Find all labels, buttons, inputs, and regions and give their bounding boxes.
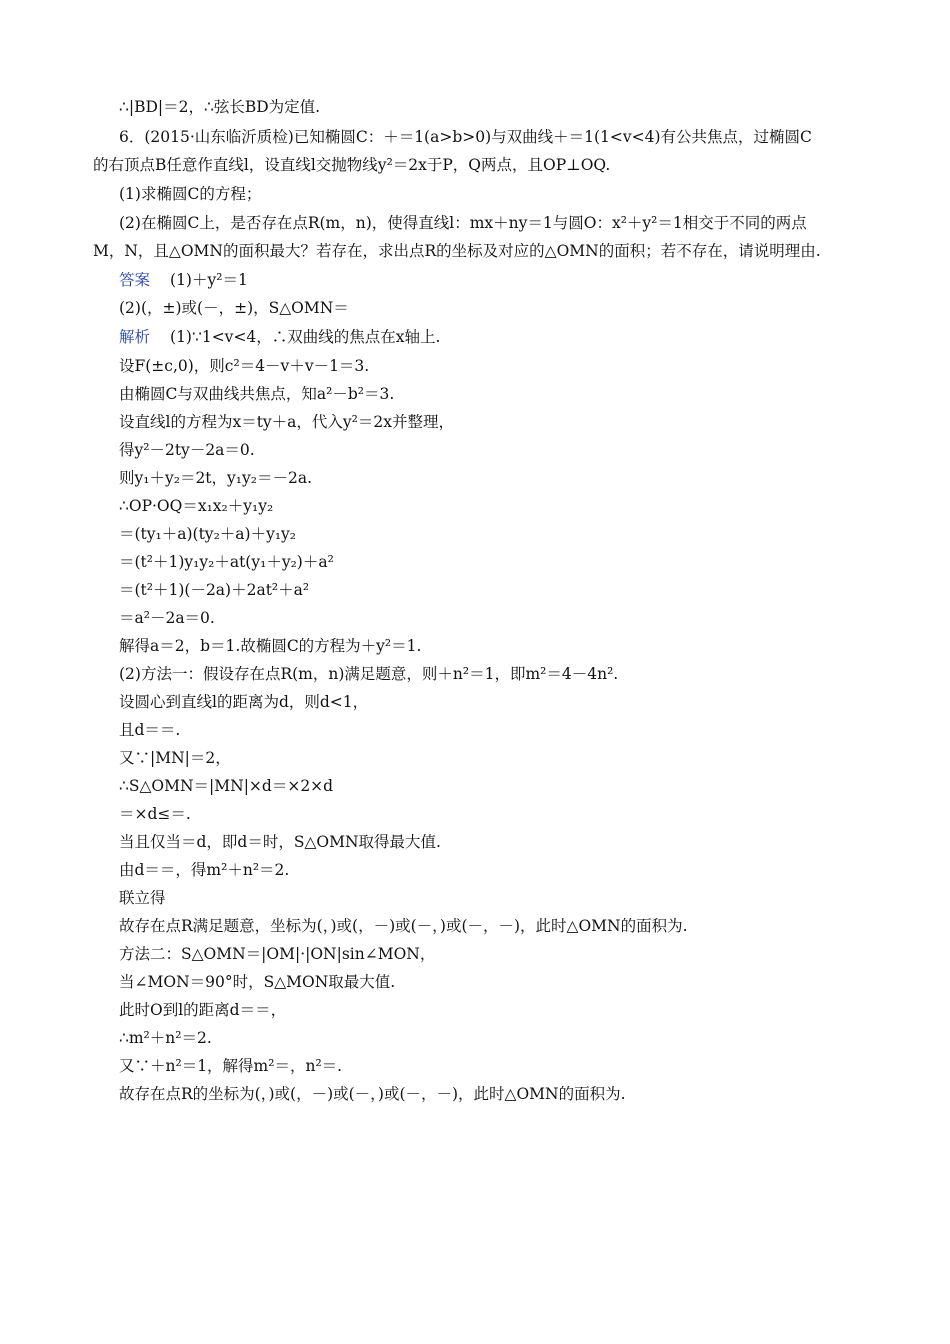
text-line: ＝×d≤＝. <box>119 805 191 823</box>
text-line: (2)方法一：假设存在点R(m，n)满足题意，则＋n²＝1，即m²＝4－4n². <box>119 665 619 683</box>
text-line: 得y²－2ty－2a＝0. <box>119 441 255 459</box>
text-line: ∴|BD|＝2，∴弦长BD为定值. <box>119 98 321 116</box>
analysis-label: 解析 <box>119 328 151 346</box>
text-line: 解得a＝2，b＝1.故椭圆C的方程为＋y²＝1. <box>119 637 422 655</box>
text-line: ＝(t²＋1)y₁y₂＋at(y₁＋y₂)＋a² <box>119 553 334 571</box>
text-line: ∴S△OMN＝|MN|×d＝×2×d <box>119 777 334 795</box>
problem-6-statement-cont: 的右顶点B任意作直线l，设直线l交抛物线y²＝2x于P，Q两点，且OP⊥OQ. <box>93 156 611 174</box>
text-line: 由椭圆C与双曲线共焦点，知a²－b²＝3. <box>119 385 395 403</box>
text-line: 联立得 <box>119 889 166 907</box>
analysis-text-1: (1)∵1<v<4，∴双曲线的焦点在x轴上. <box>170 328 441 346</box>
answer-label: 答案 <box>119 271 151 289</box>
text-line: ＝(ty₁＋a)(ty₂＋a)＋y₁y₂ <box>119 525 297 543</box>
text-line: ＝a²－2a＝0. <box>119 609 215 627</box>
text-line: 当∠MON＝90°时，S△MON取最大值. <box>119 973 396 991</box>
text-line: 设F(±c,0)，则c²＝4－v＋v－1＝3. <box>119 357 370 375</box>
text-line: 当且仅当＝d，即d＝时，S△OMN取得最大值. <box>119 833 441 851</box>
answer-text-1: (1)＋y²＝1 <box>170 271 248 289</box>
text-line: 又∵|MN|＝2， <box>119 749 231 767</box>
analysis-line-1 <box>119 327 440 347</box>
problem-6-statement: 6．(2015·山东临沂质检)已知椭圆C：＋＝1(a>b>0)与双曲线＋＝1(1<v<4)有公共焦点，过椭圆C <box>119 128 812 146</box>
text-line: 故存在点R的坐标为(，)或(，－)或(－，)或(－，－)，此时△OMN的面积为. <box>119 1085 626 1103</box>
text-line: ∴m²＋n²＝2. <box>119 1029 212 1047</box>
text-line: 又∵＋n²＝1，解得m²＝，n²＝. <box>119 1057 343 1075</box>
text-line: 则y₁＋y₂＝2t，y₁y₂＝－2a. <box>119 469 313 487</box>
text-line: 且d＝＝. <box>119 721 181 739</box>
text-line: 方法二：S△OMN＝|OM|·|ON|sin∠MON， <box>119 945 436 963</box>
text-line: 故存在点R满足题意，坐标为(，)或(，－)或(－，)或(－，－)，此时△OMN的面积为. <box>119 917 688 935</box>
text-line: 设直线l的方程为x＝ty＋a，代入y²＝2x并整理， <box>119 413 454 431</box>
answer-line-1 <box>119 270 248 290</box>
text-line: 由d＝＝，得m²＋n²＝2. <box>119 861 290 879</box>
question-2-cont: M，N，且△OMN的面积最大？若存在，求出点R的坐标及对应的△OMN的面积；若不存在，请说明理由. <box>93 242 821 260</box>
text-line: ∴OP·OQ＝x₁x₂＋y₁y₂ <box>119 497 274 515</box>
question-2: (2)在椭圆C上，是否存在点R(m，n)，使得直线l：mx＋ny＝1与圆O：x²＋y²＝1相交于不同的两点 <box>119 214 807 232</box>
text-line: ＝(t²＋1)(－2a)＋2at²＋a² <box>119 581 310 599</box>
answer-line-2: (2)(，±)或(－，±)，S△OMN＝ <box>119 299 349 317</box>
question-1: (1)求椭圆C的方程； <box>119 185 262 203</box>
text-line: 设圆心到直线l的距离为d，则d<1， <box>119 693 369 711</box>
text-line: 此时O到l的距离d＝＝， <box>119 1001 287 1019</box>
